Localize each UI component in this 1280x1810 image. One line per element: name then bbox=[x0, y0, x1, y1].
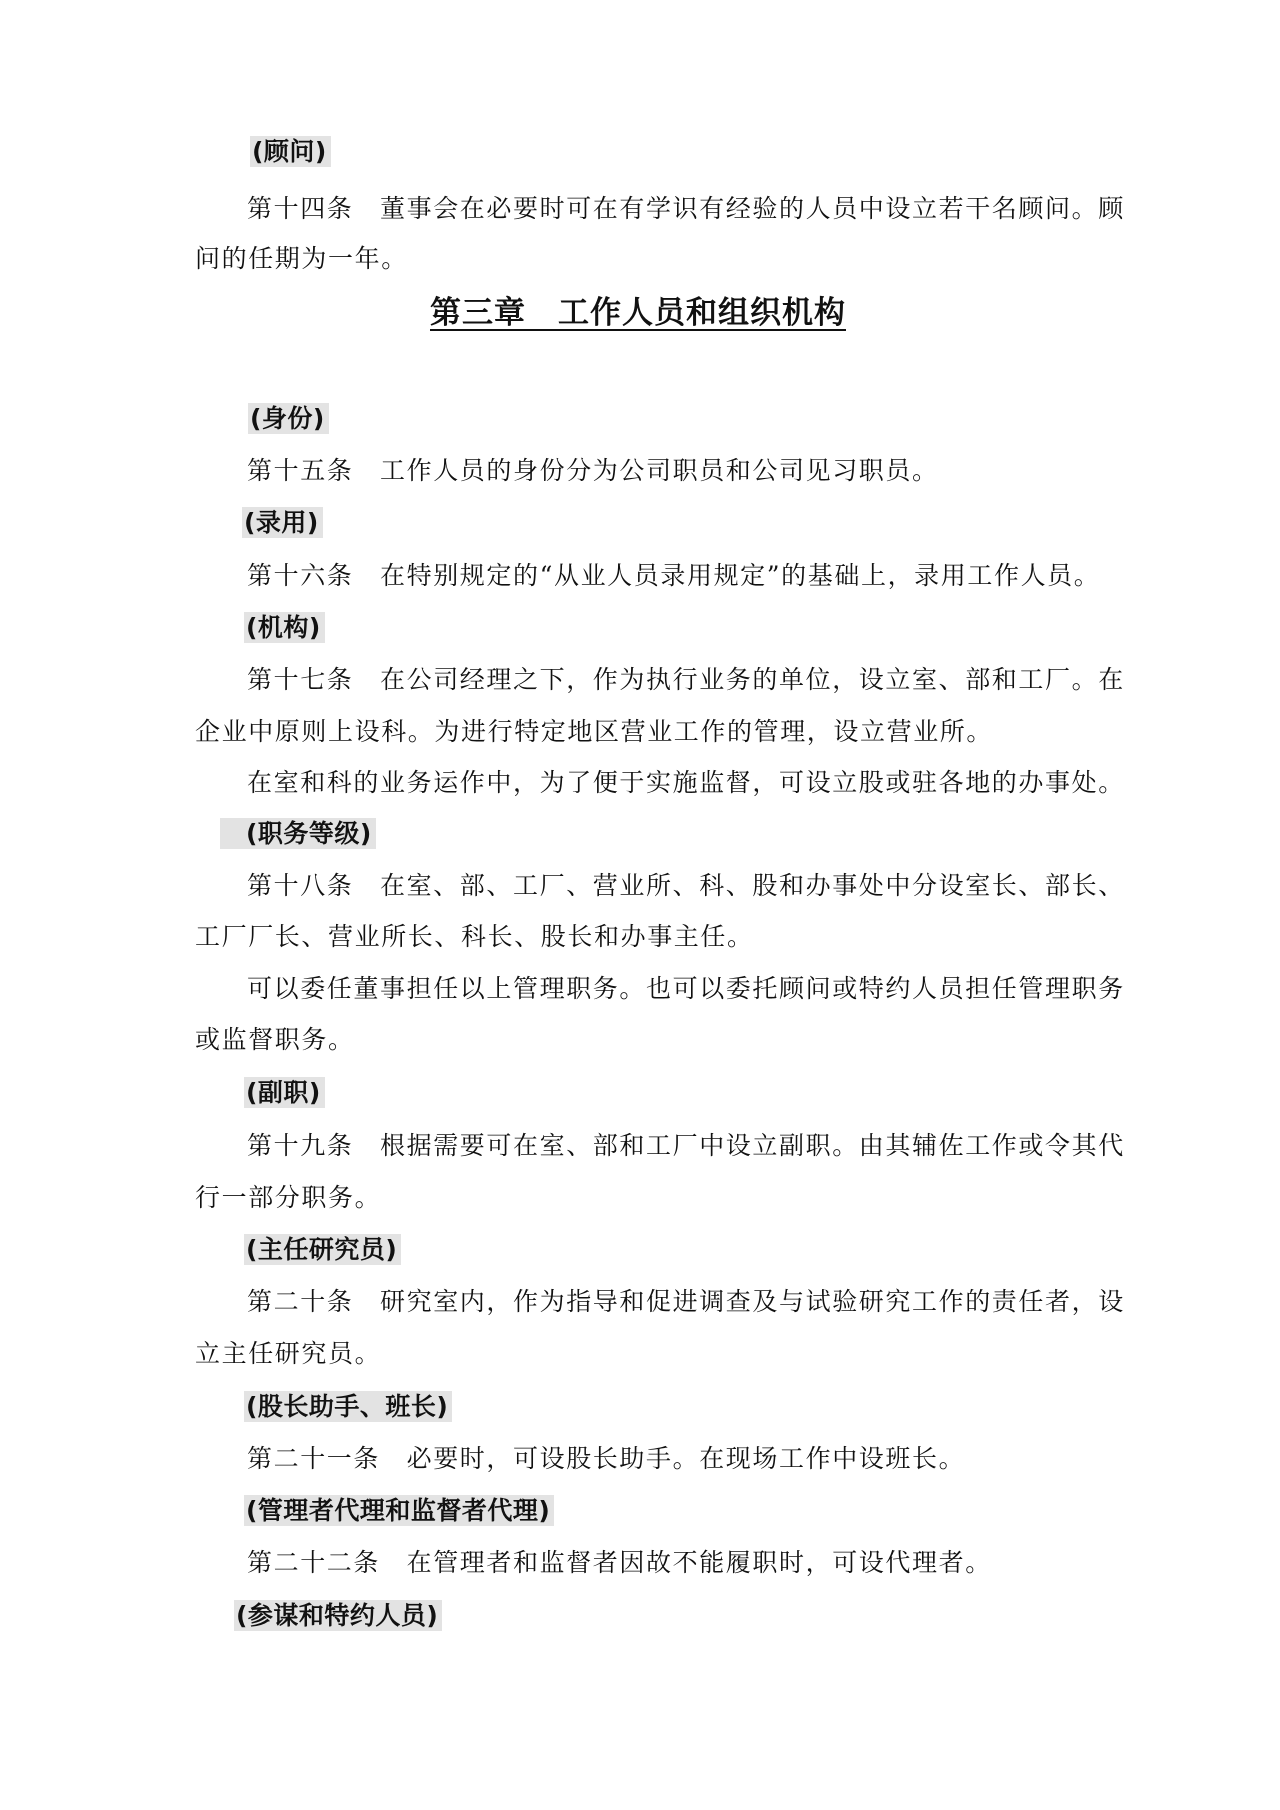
article-14-line-1: 第十四条 董事会在必要时可在有学识有经验的人员中设立若干名顾问。顾 bbox=[247, 194, 1125, 223]
article-15: 第十五条 工作人员的身份分为公司职员和公司见习职员。 bbox=[247, 456, 939, 485]
article-22: 第二十二条 在管理者和监督者因故不能履职时，可设代理者。 bbox=[247, 1548, 992, 1577]
section-heading-organization: (机构) bbox=[244, 612, 325, 643]
section-heading-identity: (身份) bbox=[248, 403, 329, 434]
article-19-line-2: 行一部分职务。 bbox=[195, 1183, 382, 1212]
article-16: 第十六条 在特别规定的“从业人员录用规定”的基础上，录用工作人员。 bbox=[247, 561, 1101, 590]
section-heading-staff: (参谋和特约人员) bbox=[234, 1600, 442, 1631]
section-heading-acting: (管理者代理和监督者代理) bbox=[244, 1495, 554, 1526]
section-heading-assistant: (股长助手、班长) bbox=[244, 1391, 452, 1422]
article-18-paragraph-2-line-1: 可以委任董事担任以上管理职务。也可以委托顾问或特约人员担任管理职务 bbox=[247, 974, 1125, 1003]
article-17-line-1: 第十七条 在公司经理之下，作为执行业务的单位，设立室、部和工厂。在 bbox=[247, 665, 1125, 694]
article-17-line-2: 企业中原则上设科。为进行特定地区营业工作的管理，设立营业所。 bbox=[195, 717, 994, 746]
article-20-line-1: 第二十条 研究室内，作为指导和促进调查及与试验研究工作的责任者，设 bbox=[247, 1287, 1125, 1316]
section-heading-rank: (职务等级) bbox=[220, 818, 376, 849]
article-17-paragraph-2: 在室和科的业务运作中，为了便于实施监督，可设立股或驻各地的办事处。 bbox=[247, 768, 1125, 797]
article-20-line-2: 立主任研究员。 bbox=[195, 1339, 382, 1368]
article-18-line-2: 工厂厂长、营业所长、科长、股长和办事主任。 bbox=[195, 922, 754, 951]
chapter-title: 第三章 工作人员和组织机构 bbox=[430, 295, 846, 331]
article-18-paragraph-2-line-2: 或监督职务。 bbox=[195, 1025, 355, 1054]
section-heading-hiring: (录用) bbox=[242, 507, 323, 538]
article-21: 第二十一条 必要时，可设股长助手。在现场工作中设班长。 bbox=[247, 1444, 966, 1473]
article-19-line-1: 第十九条 根据需要可在室、部和工厂中设立副职。由其辅佐工作或令其代 bbox=[247, 1131, 1125, 1160]
section-heading-deputy: (副职) bbox=[244, 1077, 325, 1108]
article-14-line-2: 问的任期为一年。 bbox=[195, 244, 408, 273]
article-18-line-1: 第十八条 在室、部、工厂、营业所、科、股和办事处中分设室长、部长、 bbox=[247, 871, 1125, 900]
section-heading-advisor: (顾问) bbox=[250, 136, 331, 167]
section-heading-chief-researcher: (主任研究员) bbox=[244, 1234, 401, 1265]
